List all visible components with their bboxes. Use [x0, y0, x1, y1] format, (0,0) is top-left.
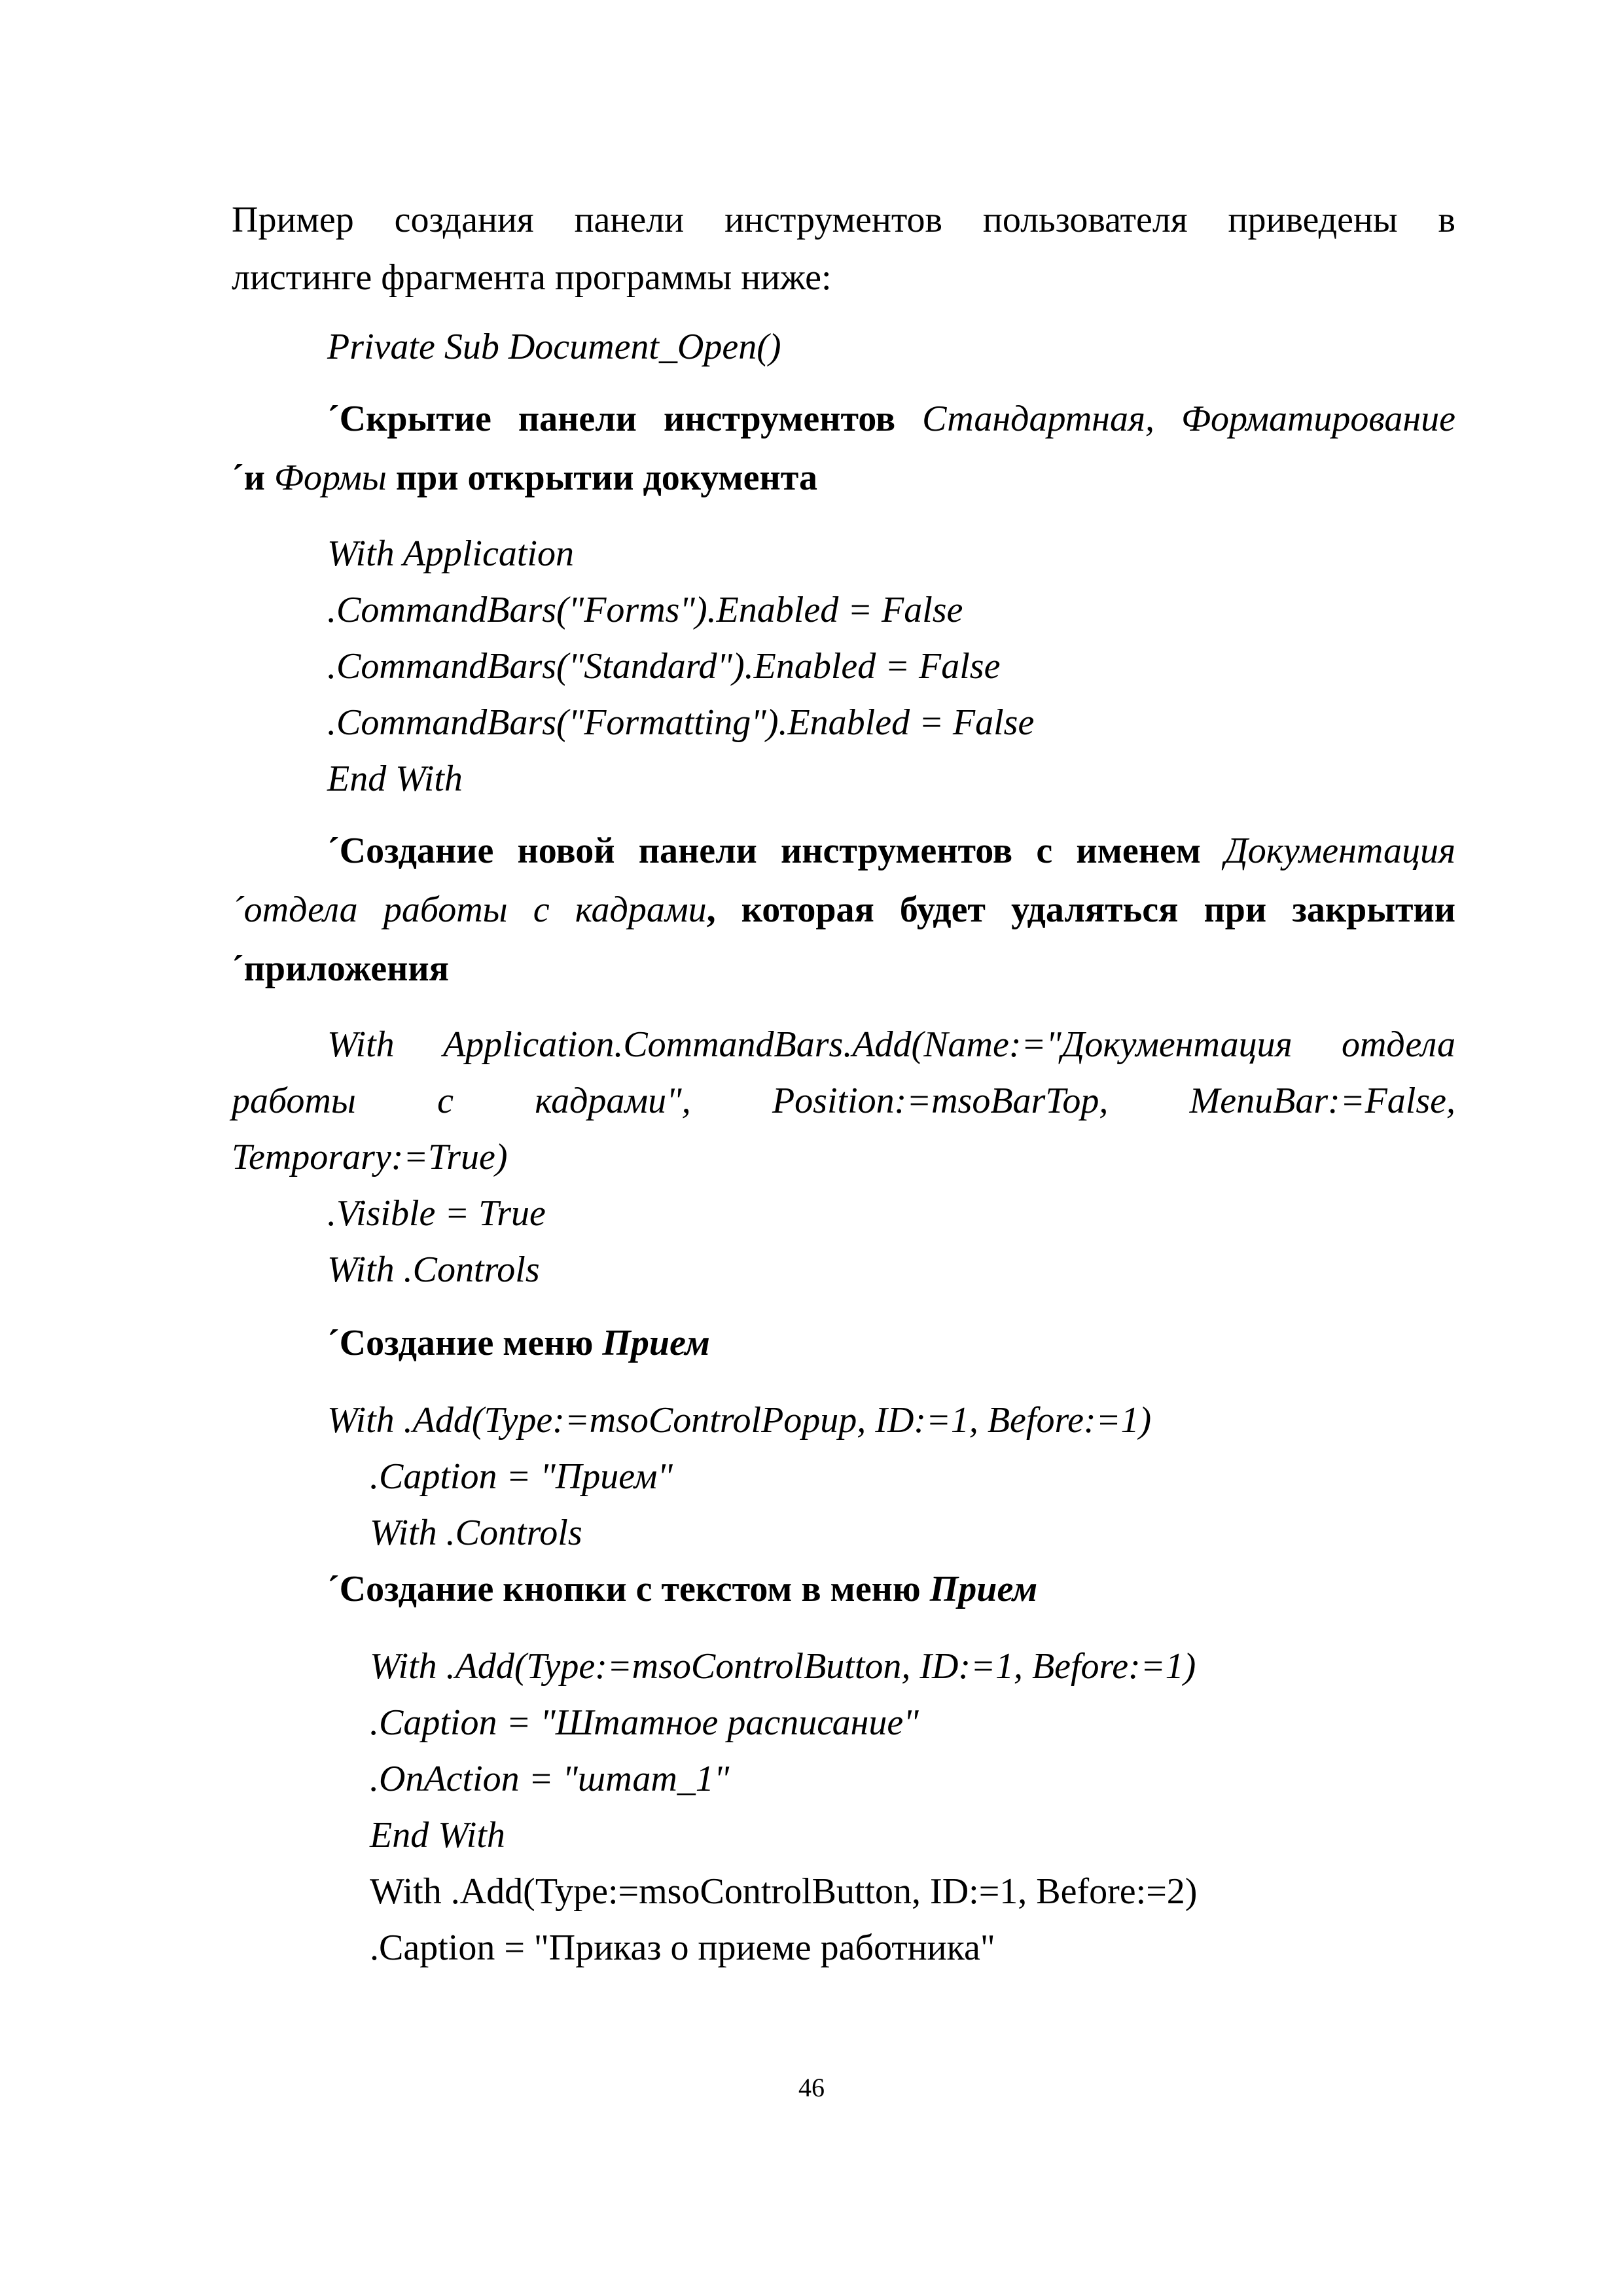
comment-bold-text: Создание новой панели инструментов с именем	[339, 831, 1225, 871]
code-text: End With	[370, 1815, 505, 1856]
code-end-with	[327, 761, 463, 797]
comment-create-menu	[327, 1325, 710, 1361]
comment-hide-toolbars-line2	[232, 459, 1455, 496]
code-commandbars-formatting	[327, 704, 1034, 741]
code-onaction	[370, 1761, 729, 1797]
code-add-commandbar-line3	[232, 1139, 1455, 1175]
code-text: With .Add(Type:=msoControlPopup, ID:=1, Before:=1)	[327, 1400, 1152, 1441]
code-add-button-2: With .Add(Type:=msoControlButton, ID:=1, Before:=2)	[370, 1871, 1198, 1912]
code-text: With Application	[327, 533, 574, 574]
code-with-controls	[327, 1251, 540, 1288]
code-text: With .Controls	[370, 1513, 582, 1553]
code-caption-shtat	[370, 1704, 919, 1741]
comment-bold-italic-text: Прием	[602, 1323, 710, 1363]
code-text: .CommandBars("Standard").Enabled = False	[327, 646, 1001, 687]
code-commandbars-standard	[327, 648, 1000, 685]
code-text: Private Sub Document_Open()	[327, 327, 781, 367]
code-text: With .Controls	[327, 1249, 540, 1290]
comment-bold-text: , которая будет удаляться при закрытии	[706, 889, 1456, 930]
code-text: End With	[327, 759, 463, 799]
code-with-application	[327, 535, 574, 572]
intro-line-2: листинге фрагмента программы ниже:	[232, 257, 832, 298]
comment-italic-text: Формы	[274, 457, 387, 498]
comment-new-toolbar-line1	[327, 833, 1455, 869]
code-caption-priem	[370, 1458, 673, 1495]
comment-new-toolbar-line3	[232, 950, 1455, 987]
code-end-with-2	[370, 1817, 505, 1854]
code-commandbars-forms	[327, 592, 963, 628]
comment-bold-text: и	[243, 457, 274, 498]
code-text: Temporary:=True)	[232, 1137, 508, 1177]
comment-bold-text: Создание кнопки с текстом в меню	[339, 1569, 930, 1609]
code-text: .OnAction = "штат_1"	[370, 1759, 730, 1799]
comment-create-button	[327, 1571, 1037, 1607]
comment-mark: ´	[327, 1323, 340, 1363]
intro-line-1: Пример создания панели инструментов пользователя приведены в	[232, 200, 1455, 240]
code-text: работы с кадрами", Position:=msoBarTop, MenuBar:=False,	[232, 1081, 1455, 1121]
comment-mark: ´	[327, 399, 340, 439]
comment-bold-text: при открытии документа	[386, 457, 817, 498]
comment-mark: ´	[327, 831, 340, 871]
comment-italic-text: отдела работы с кадрами	[243, 889, 707, 930]
code-caption-prikaz: .Caption = "Приказ о приеме работника"	[370, 1928, 995, 1968]
code-add-popup	[327, 1402, 1151, 1439]
code-text: .CommandBars("Forms").Enabled = False	[327, 590, 963, 630]
code-text: .Caption = "Прием"	[370, 1456, 673, 1497]
code-text: .Visible = True	[327, 1193, 546, 1234]
comment-bold-italic-text: Прием	[929, 1569, 1038, 1609]
comment-bold-text: Скрытие панели инструментов	[339, 399, 923, 439]
code-visible	[327, 1195, 546, 1232]
comment-mark: ´	[232, 889, 244, 930]
code-text: With Application.CommandBars.Add(Name:="Документация отдела	[327, 1024, 1455, 1065]
comment-hide-toolbars-line1	[327, 401, 1455, 437]
code-text: With .Add(Type:=msoControlButton, ID:=1, Before:=1)	[370, 1646, 1196, 1687]
code-add-commandbar-line2	[232, 1083, 1455, 1119]
page-number: 46	[798, 2073, 825, 2102]
code-text: .Caption = "Штатное расписание"	[370, 1702, 919, 1743]
comment-new-toolbar-line2	[232, 891, 1455, 928]
code-sub-open	[327, 329, 781, 365]
code-add-button-1	[370, 1648, 1196, 1685]
comment-italic-text: Документация	[1224, 831, 1455, 871]
code-text: .CommandBars("Formatting").Enabled = False	[327, 702, 1035, 743]
comment-mark: ´	[232, 457, 244, 498]
comment-italic-text: Стандартная, Форматирование	[922, 399, 1455, 439]
comment-mark: ´	[232, 948, 244, 989]
code-with-controls-2	[370, 1515, 582, 1551]
comment-mark: ´	[327, 1569, 340, 1609]
comment-bold-text: приложения	[243, 948, 449, 989]
code-add-commandbar-line1	[327, 1026, 1455, 1063]
comment-bold-text: Создание меню	[339, 1323, 603, 1363]
